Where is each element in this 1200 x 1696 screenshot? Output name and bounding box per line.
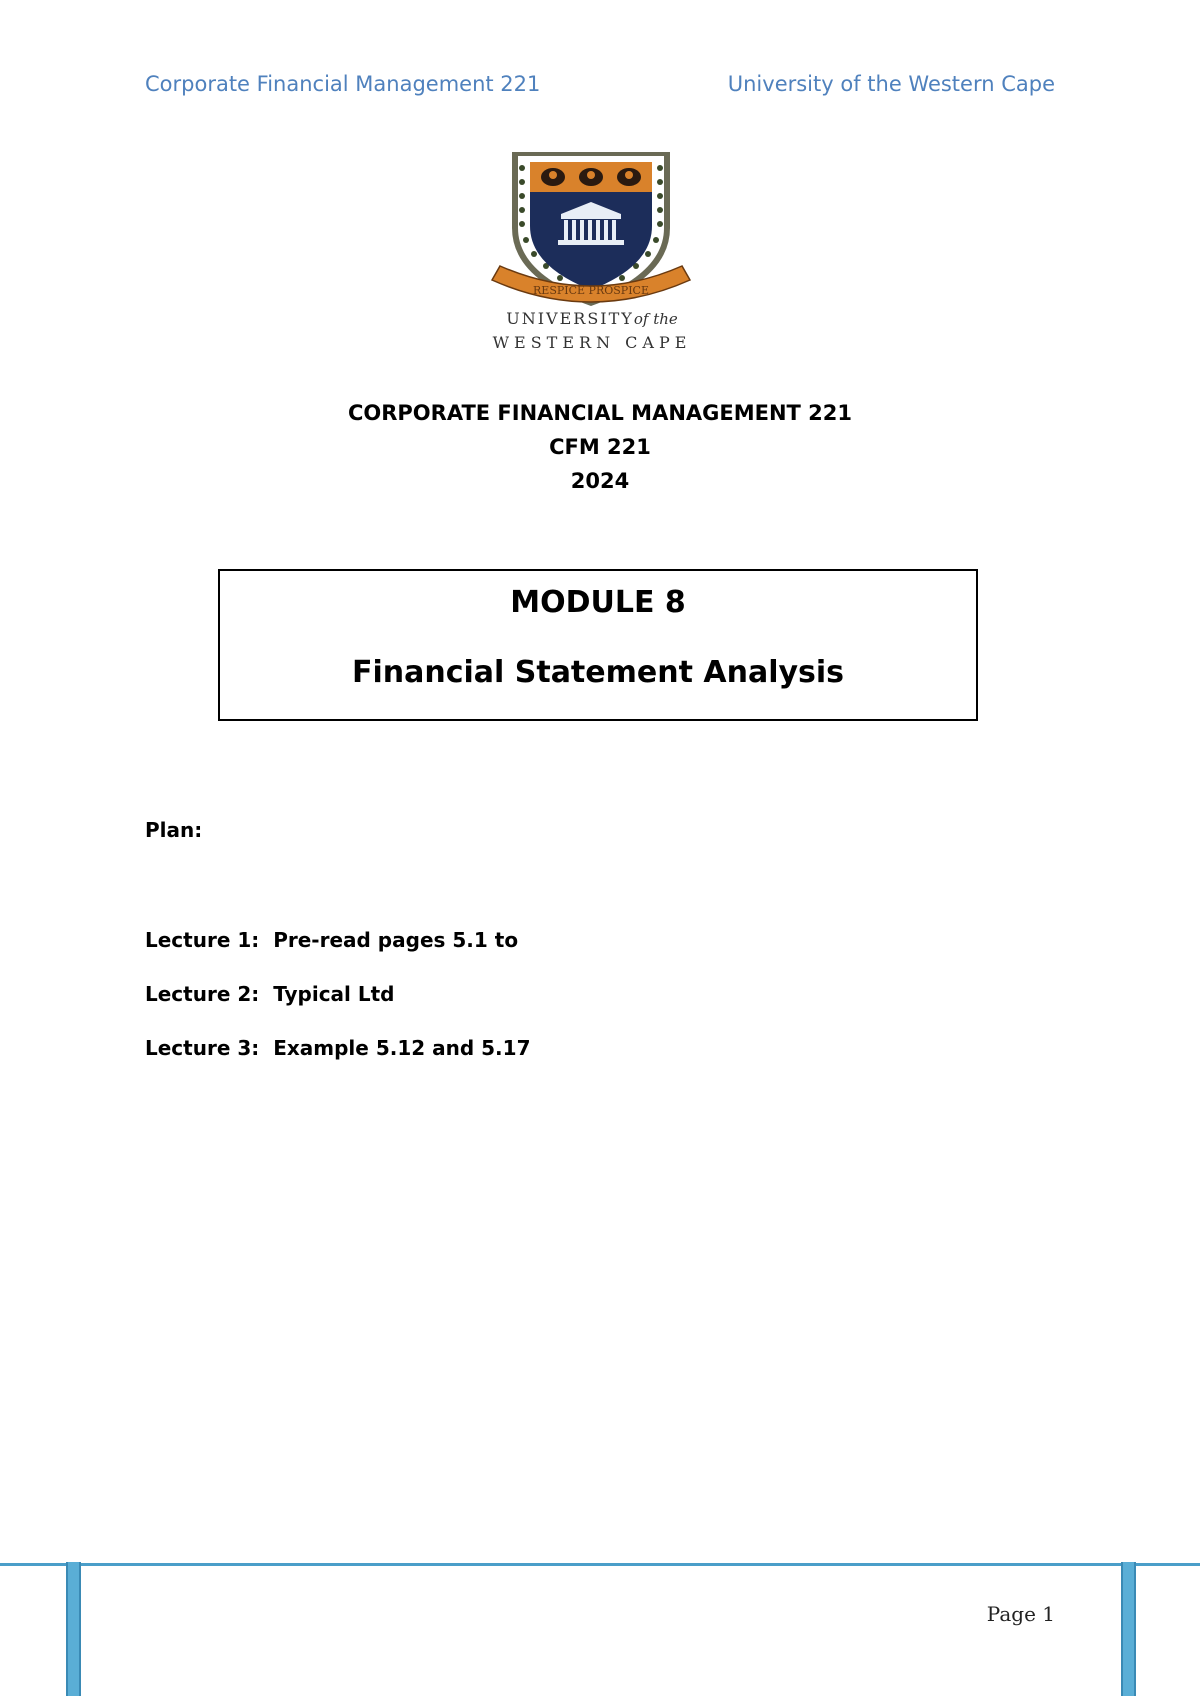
header-course-name: Corporate Financial Management 221	[145, 72, 541, 96]
logo-western-cape: WESTERN CAPE	[492, 333, 692, 352]
lecture-content: Pre-read pages 5.1 to	[273, 928, 519, 952]
plan-label: Plan:	[145, 818, 203, 842]
module-box	[218, 569, 978, 721]
logo-university-word: UNIVERSITY	[506, 309, 634, 328]
module-name: Financial Statement Analysis	[351, 655, 845, 690]
page-number: Page 1	[986, 1602, 1055, 1626]
svg-text:UNIVERSITYof the	[506, 309, 678, 328]
university-logo	[450, 148, 750, 358]
lecture-item	[145, 926, 530, 980]
lecture-item	[145, 980, 530, 1034]
lecture-label: Lecture 2:	[145, 982, 260, 1006]
lecture-item	[145, 1034, 530, 1088]
university-crest-icon	[450, 148, 750, 358]
course-code: CFM 221	[549, 435, 651, 459]
module-number: MODULE 8	[510, 585, 686, 620]
logo-motto: RESPICE PROSPICE	[533, 284, 649, 297]
footer-divider	[0, 1563, 1200, 1566]
lecture-label: Lecture 3:	[145, 1036, 260, 1060]
header-university-name: University of the Western Cape	[727, 72, 1055, 96]
course-year: 2024	[570, 469, 630, 493]
lecture-content: Typical Ltd	[273, 982, 395, 1006]
footer-right-bar	[1121, 1562, 1136, 1696]
course-title-block	[0, 396, 1200, 498]
footer-left-bar	[66, 1562, 81, 1696]
lecture-label: Lecture 1:	[145, 928, 260, 952]
lecture-content: Example 5.12 and 5.17	[273, 1036, 531, 1060]
lecture-list	[145, 926, 530, 1088]
logo-of-the: of the	[633, 310, 678, 328]
course-title: CORPORATE FINANCIAL MANAGEMENT 221	[347, 401, 853, 425]
